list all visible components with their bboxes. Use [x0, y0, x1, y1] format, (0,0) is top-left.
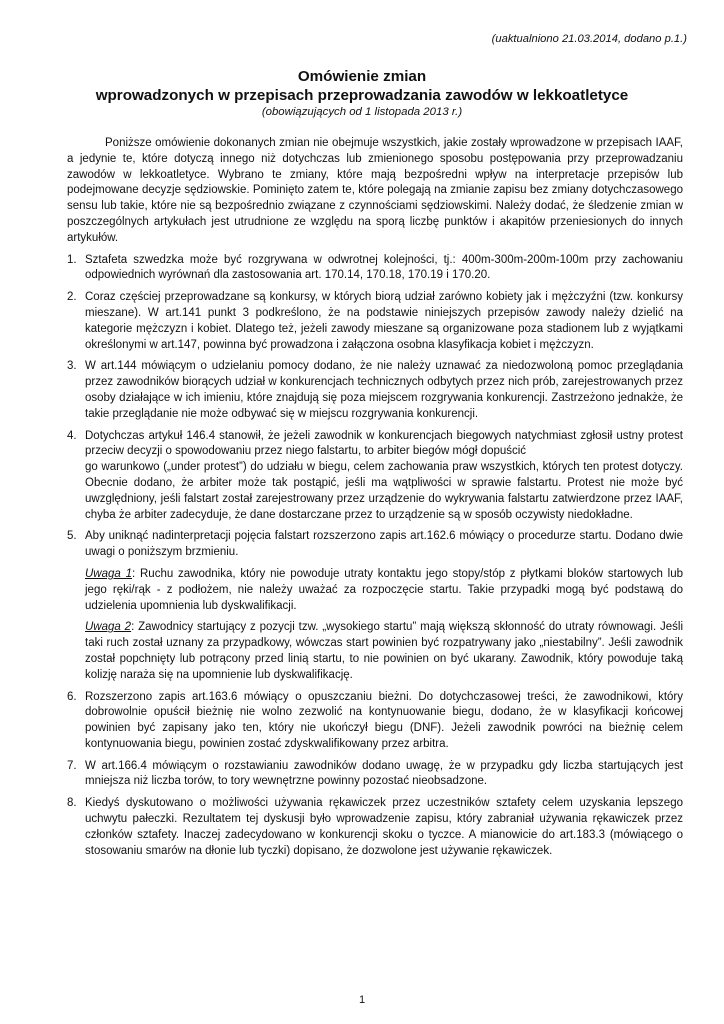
- note-1-label: Uwaga 1: [85, 567, 132, 580]
- note-1-text: : Ruchu zawodnika, który nie powoduje utraty kontaktu jego stopy/stóp z płytkami bloków startowych lub jego ręki/rąk - z podłożem, nie należy uważać za rozpoczęcie startu. Takie przypadki mogą być podstawą do udzielenia upomnienia lub dyskwalifikacji.: [85, 567, 684, 612]
- title-line-2: wprowadzonych w przepisach przeprowadzania zawodów w lekkoatletyce: [95, 87, 629, 104]
- item-text: W art.166.4 mówiącym o rozstawianiu zawodników dodano uwagę, że w przypadku gdy liczba startujących jest mniejsza niż liczba torów, to tory wewnętrzne powinny pozostać nieobsadzone.: [85, 759, 683, 788]
- list-item: [67, 429, 683, 524]
- item-text: Kiedyś dyskutowano o możliwości używania rękawiczek przez uczestników sztafety celem uzyskania lepszego uchwytu pałeczki. Rezultatem tej dyskusji było wprowadzenie zapisu, który zabraniał używania rękawiczek przez członków sztafety. Inaczej zadecydowano w konkurencji skoku o tyczce. A mianowicie do art.183.3 (mówiącego o stosowaniu smarów na dłonie lub tyczki) dopisano, że dozwolone jest używanie rękawiczek.: [85, 797, 683, 857]
- note-2: [85, 620, 683, 683]
- item-text: Dotychczas artykuł 146.4 stanowił, że jeżeli zawodnik w konkurencjach biegowych natychmiast zgłosił ustny protest przeciw decyzji o spowodowaniu przez niego falstartu, to arbiter biegów mógł dopuścić: [85, 429, 683, 458]
- page-number: 1: [358, 994, 366, 1006]
- item-number: 1.: [67, 253, 77, 266]
- item-number: 4.: [67, 429, 77, 442]
- item-text: Coraz częściej przeprowadzane są konkursy, w których biorą udział zarówno kobiety jak i mężczyźni (tzw. konkursy mieszane). W art.141 punkt 3 podkreślono, że na podstawie niniejszych przepisów zawody należy dzielić na kategorie mężczyzn i kobiet. Dlatego też, jeżeli zawody mieszane są organizowane poza stadionem lub z wyjątkami określonymi w art.147, powinna być prowadzona i załączona osobna klasyfikacja kobiet i mężczyzn.: [85, 291, 683, 351]
- item-number: 7.: [67, 759, 77, 772]
- list-item: [67, 796, 683, 859]
- note-2-text: : Zawodnicy startujący z pozycji tzw. „wysokiego startu” mają większą skłonność do utraty równowagi. Jeśli taki ruch został uznany za przypadkowy, wówczas start powinien być rozpatrywany jako „niestabilny”. Jeśli zawodnik został popchnięty lub potrącony przed linią startu, to nie powinien on być ukarany. Zawodnik, który powoduje taką kolizję naraża się na upomnienie lub dyskwalifikację.: [85, 621, 684, 681]
- title-line-1: Omówienie zmian: [297, 68, 427, 85]
- note-1: [85, 567, 683, 614]
- list-item: [67, 253, 683, 285]
- list-item: [67, 529, 683, 683]
- intro-paragraph: Poniższe omówienie dokonanych zmian nie obejmuje wszystkich, jakie zostały wprowadzone w przepisach IAAF, a jedynie te, które dotyczą innego niż dotychczas lub zmienionego sposobu postępowania przy przeprowadzaniu zawodów w lekkoatletyce. Wybrano te zmiany, które mają bezpośredni wpływ na interpretacje przepisów lub podejmowane decyzje sędziowskie. Pominięto zatem te, które polegają na zmianie zapisu bez zmiany dotychczasowego sensu lub takie, które nie są bezpośrednio związane z czynnościami sędziowskimi. Należy dodać, że śledzenie zmian w poszczególnych artykułach jest utrudnione ze względu na sporą liczbę punktów i akapitów przeniesionych do innych artykułów.: [67, 137, 683, 244]
- changes-list: [67, 253, 683, 860]
- item-number: 3.: [67, 360, 77, 373]
- title-subtitle: (obowiązujących od 1 listopada 2013 r.): [261, 106, 463, 118]
- item-text: W art.144 mówiącym o udzielaniu pomocy dodano, że nie należy uznawać za niedozwoloną pomoc przeglądania przez zawodników biorących udział w konkurencjach technicznych odbytych przez nich prób, zarejestrowanych przez osoby działające w ich imieniu, które znajdują się poza miejscem rozgrywania konkurencji. Zastrzeżono jednakże, że takie przeglądanie nie może odbywać się w miejscu rozgrywania konkurencji.: [85, 360, 683, 420]
- item-text: Aby uniknąć nadinterpretacji pojęcia falstart rozszerzono zapis art.162.6 mówiący o procedurze startu. Dodano dwie uwagi o poniższym brzmieniu.: [85, 530, 683, 559]
- item-text: Sztafeta szwedzka może być rozgrywana w odwrotnej kolejności, tj.: 400m-300m-200m-100m przy zachowaniu odpowiednich wyrównań dla zastosowania art. 170.14, 170.18, 170.19 i 170.20.: [85, 253, 683, 282]
- item-number: 5.: [67, 530, 77, 543]
- list-item: [67, 290, 683, 353]
- document-body: [67, 136, 683, 865]
- item-number: 8.: [67, 797, 77, 810]
- document-title: [0, 67, 724, 119]
- list-item: [67, 359, 683, 422]
- list-item: [67, 759, 683, 791]
- item-text: Rozszerzono zapis art.163.6 mówiący o opuszczaniu bieżni. Do dotychczasowej treści, że zawodnikowi, który dobrowolnie opuścił bieżnię nie wolno zezwolić na kontynuowanie biegu, dodano, że w klasyfikacji końcowej powinien być zapisany jako ten, który nie ukończył biegu (DNF). Jeżeli zawodnik powróci na bieżnię celem kontynuowania biegu, powinien zostać zdyskwalifikowany przez arbitra.: [85, 690, 683, 750]
- list-item: [67, 690, 683, 753]
- item-number: 2.: [67, 291, 77, 304]
- item-number: 6.: [67, 690, 77, 703]
- note-2-label: Uwaga 2: [85, 621, 132, 634]
- item-text-continued: go warunkowo („under protest”) do udziału w biegu, celem zachowania praw wszystkich, których ten protest dotyczy. Obecnie dodano, że arbiter może tak postąpić, jeśli ma wątpliwości w sprawie falstartu. Protest nie może być uwzględniony, jeśli falstart został zarejestrowany przez urządzenie do wykrywania falstartu zatwierdzone przez IAAF, chyba że arbiter zadecyduje, że dane dostarczane przez to urządzenie są w sposób oczywisty niedokładne.: [85, 461, 683, 521]
- update-note: (uaktualniono 21.03.2014, dodano p.1.): [491, 33, 687, 45]
